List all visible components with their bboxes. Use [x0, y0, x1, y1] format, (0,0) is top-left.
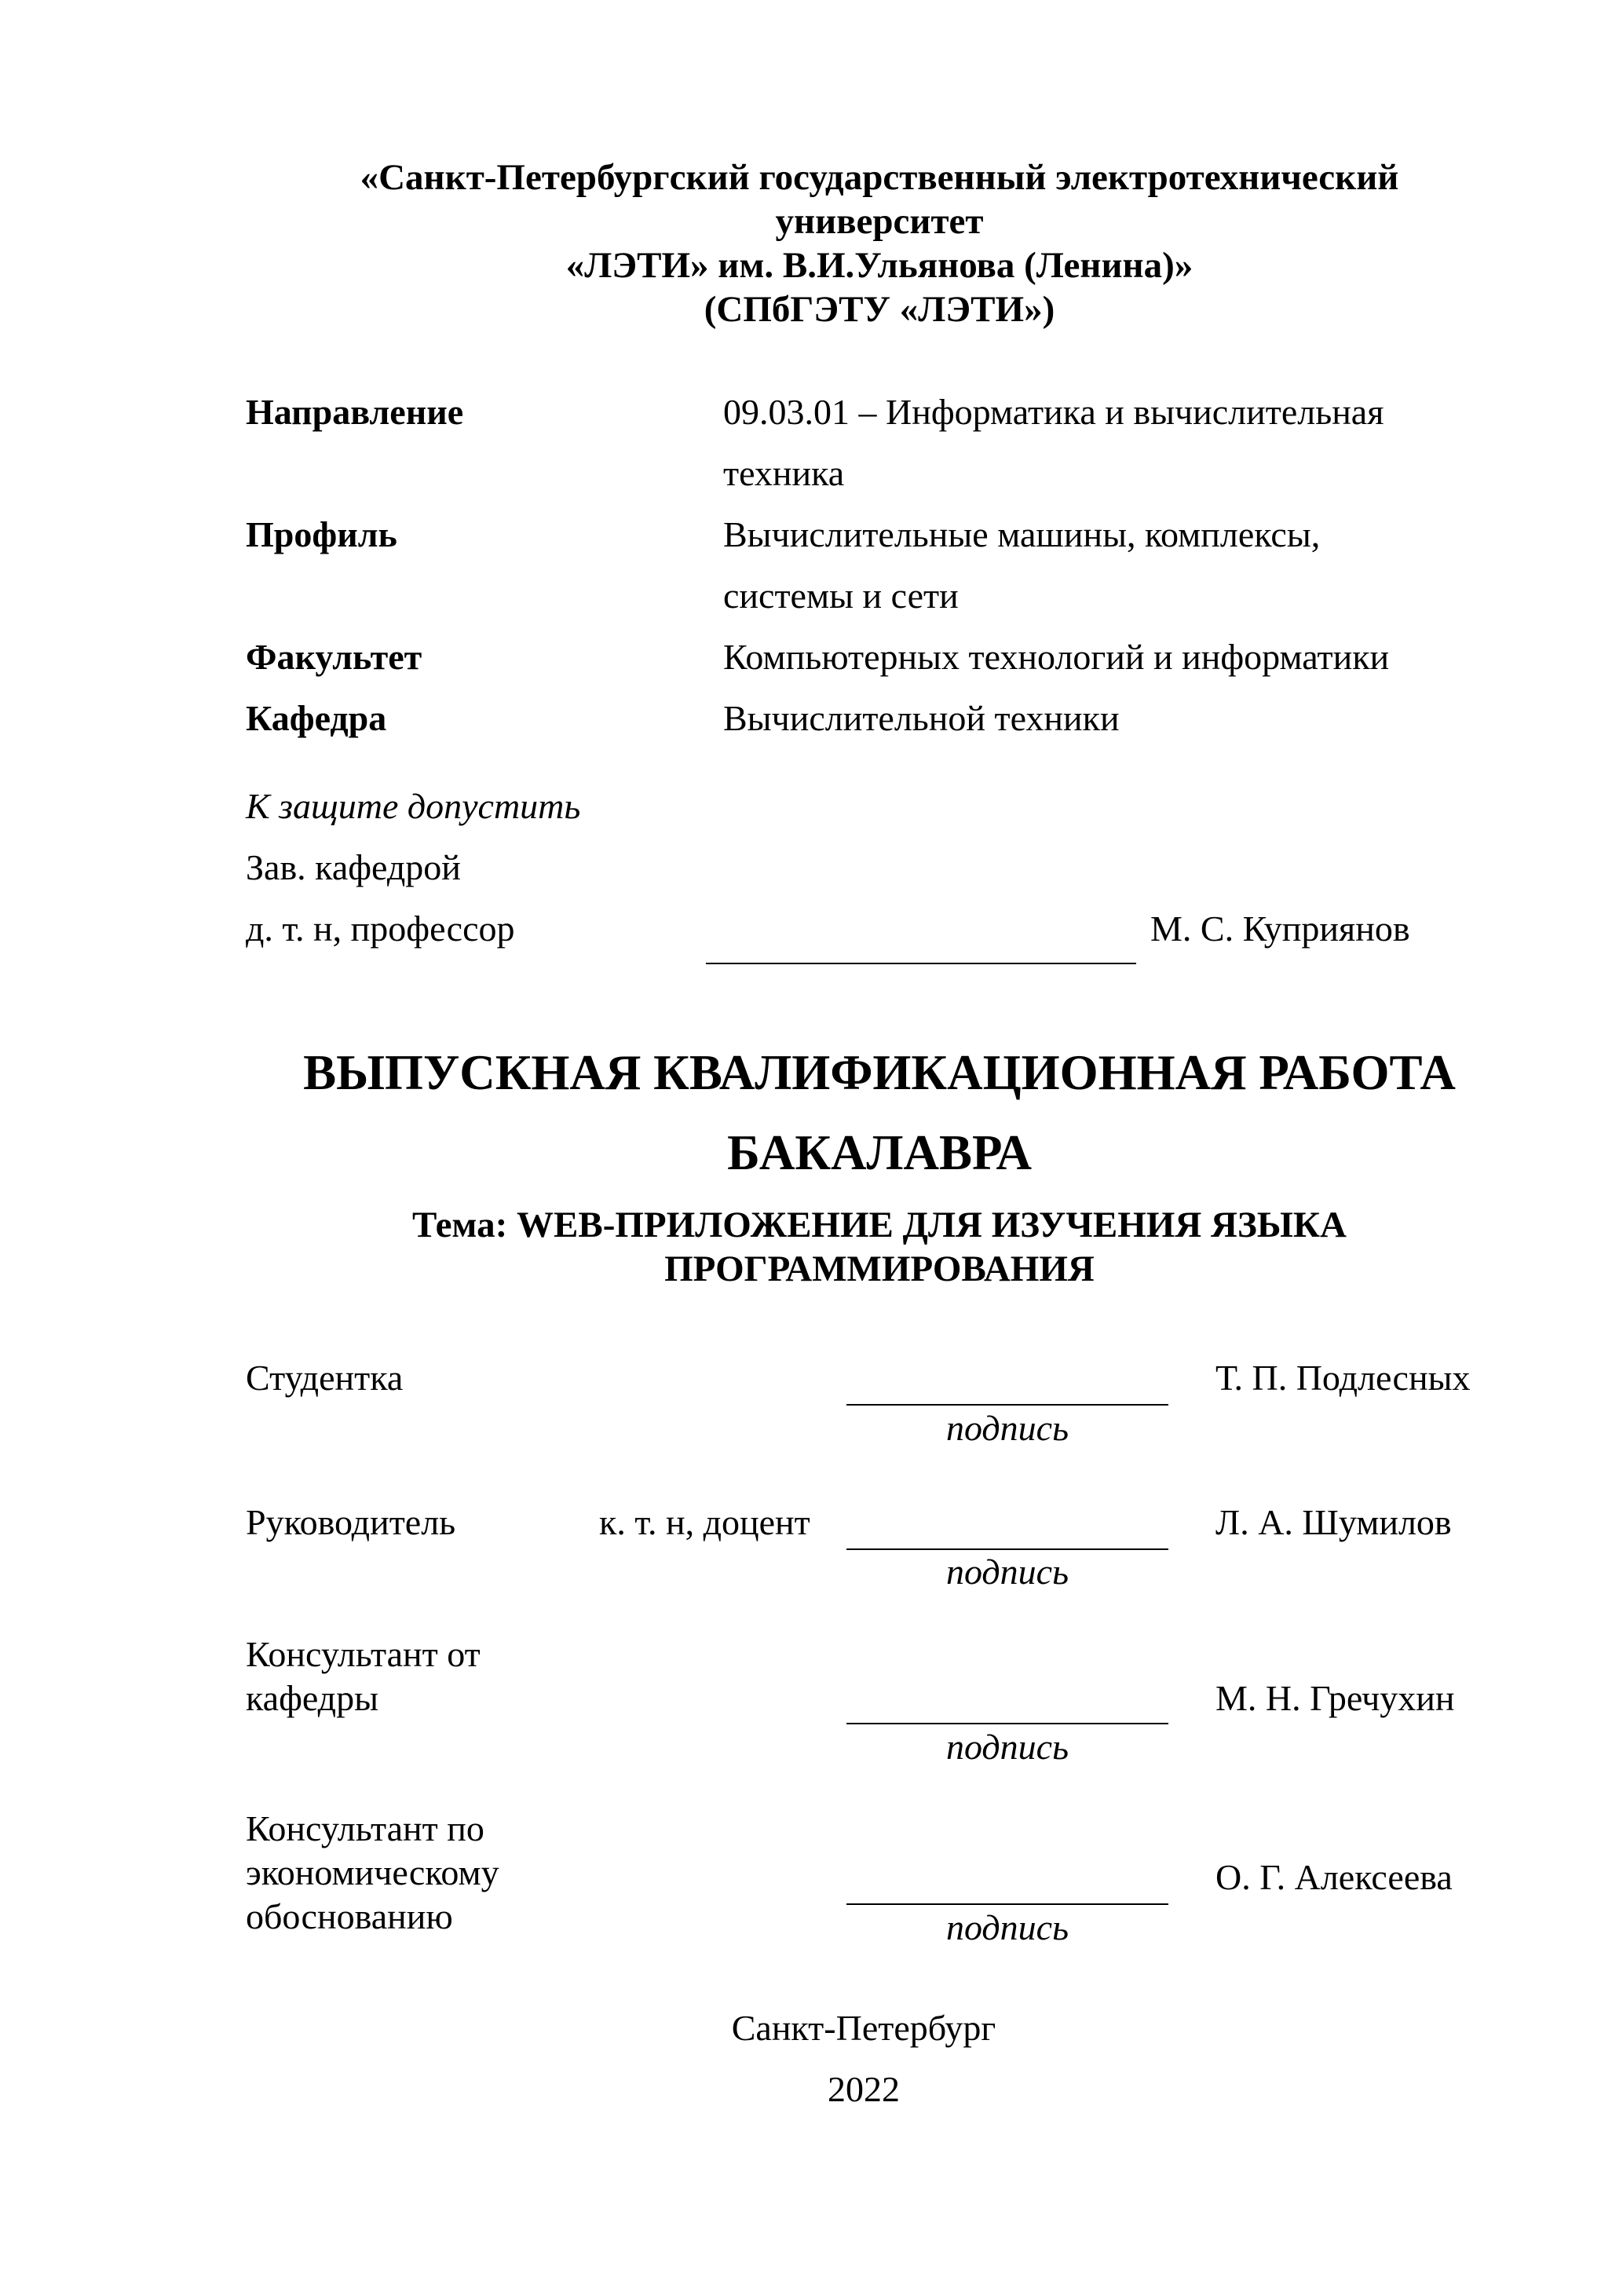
department-label: Кафедра [246, 698, 387, 738]
consultant1-signature-caption: подпись [945, 1727, 1069, 1767]
profile-value-2: системы и сети [723, 576, 959, 616]
consultant1-signature-line [846, 1723, 1168, 1724]
footer-year: 2022 [828, 2069, 900, 2109]
consultant1-role-2: кафедры [246, 1678, 378, 1718]
supervisor-degree: к. т. н, доцент [599, 1502, 810, 1542]
document-title-line-2: БАКАЛАВРА [727, 1125, 1032, 1180]
supervisor-signature-line [846, 1548, 1168, 1550]
student-signature-line [846, 1404, 1168, 1406]
consultant2-name: О. Г. Алексеева [1215, 1857, 1453, 1897]
document-title-line-1: ВЫПУСКНАЯ КВАЛИФИКАЦИОННАЯ РАБОТА [303, 1045, 1456, 1100]
university-line-2: университет [775, 201, 984, 242]
admission-role: Зав. кафедрой [246, 847, 461, 887]
footer-city: Санкт-Петербург [731, 2008, 996, 2048]
student-name: Т. П. Подлесных [1215, 1358, 1471, 1398]
university-line-3: «ЛЭТИ» им. В.И.Ульянова (Ленина)» [565, 245, 1193, 286]
admission-degree: д. т. н, профессор [246, 909, 515, 949]
university-header [157, 155, 1602, 331]
topic [157, 1203, 1602, 1291]
direction-value-2: техника [723, 453, 845, 493]
profile-value-1: Вычислительные машины, комплексы, [723, 514, 1321, 554]
direction-label: Направление [246, 392, 464, 432]
consultant1-name: М. Н. Гречухин [1215, 1678, 1455, 1718]
consultant2-role-2: экономическому [246, 1852, 499, 1892]
supervisor-name: Л. А. Шумилов [1215, 1502, 1452, 1542]
profile-label: Профиль [246, 514, 397, 554]
direction-value-1: 09.03.01 – Информатика и вычислительная [723, 392, 1384, 432]
supervisor-role: Руководитель [246, 1502, 456, 1542]
supervisor-signature-caption: подпись [945, 1552, 1069, 1592]
consultant2-role-1: Консультант по [246, 1808, 484, 1848]
student-signature-caption: подпись [945, 1408, 1069, 1448]
consultant2-signature-caption: подпись [945, 1907, 1069, 1947]
admission-heading: К защите допустить [246, 786, 581, 826]
consultant1-role-1: Консультант от [246, 1634, 481, 1674]
student-role: Студентка [246, 1358, 404, 1398]
admission-name: М. С. Куприянов [1150, 909, 1410, 949]
topic-line-1: Тема: WEB-ПРИЛОЖЕНИЕ ДЛЯ ИЗУЧЕНИЯ ЯЗЫКА [412, 1205, 1347, 1245]
topic-line-2: ПРОГРАММИРОВАНИЯ [664, 1249, 1095, 1289]
university-line-4: (СПбГЭТУ «ЛЭТИ») [704, 289, 1055, 330]
faculty-label: Факультет [246, 637, 422, 677]
consultant2-role-3: обоснованию [246, 1896, 453, 1936]
faculty-value: Компьютерных технологий и информатики [723, 637, 1390, 677]
department-value: Вычислительной техники [723, 698, 1120, 738]
consultant2-signature-line [846, 1903, 1168, 1905]
university-line-1: «Санкт-Петербургский государственный электротехнический [360, 157, 1399, 198]
admission-signature-line [706, 963, 1136, 964]
